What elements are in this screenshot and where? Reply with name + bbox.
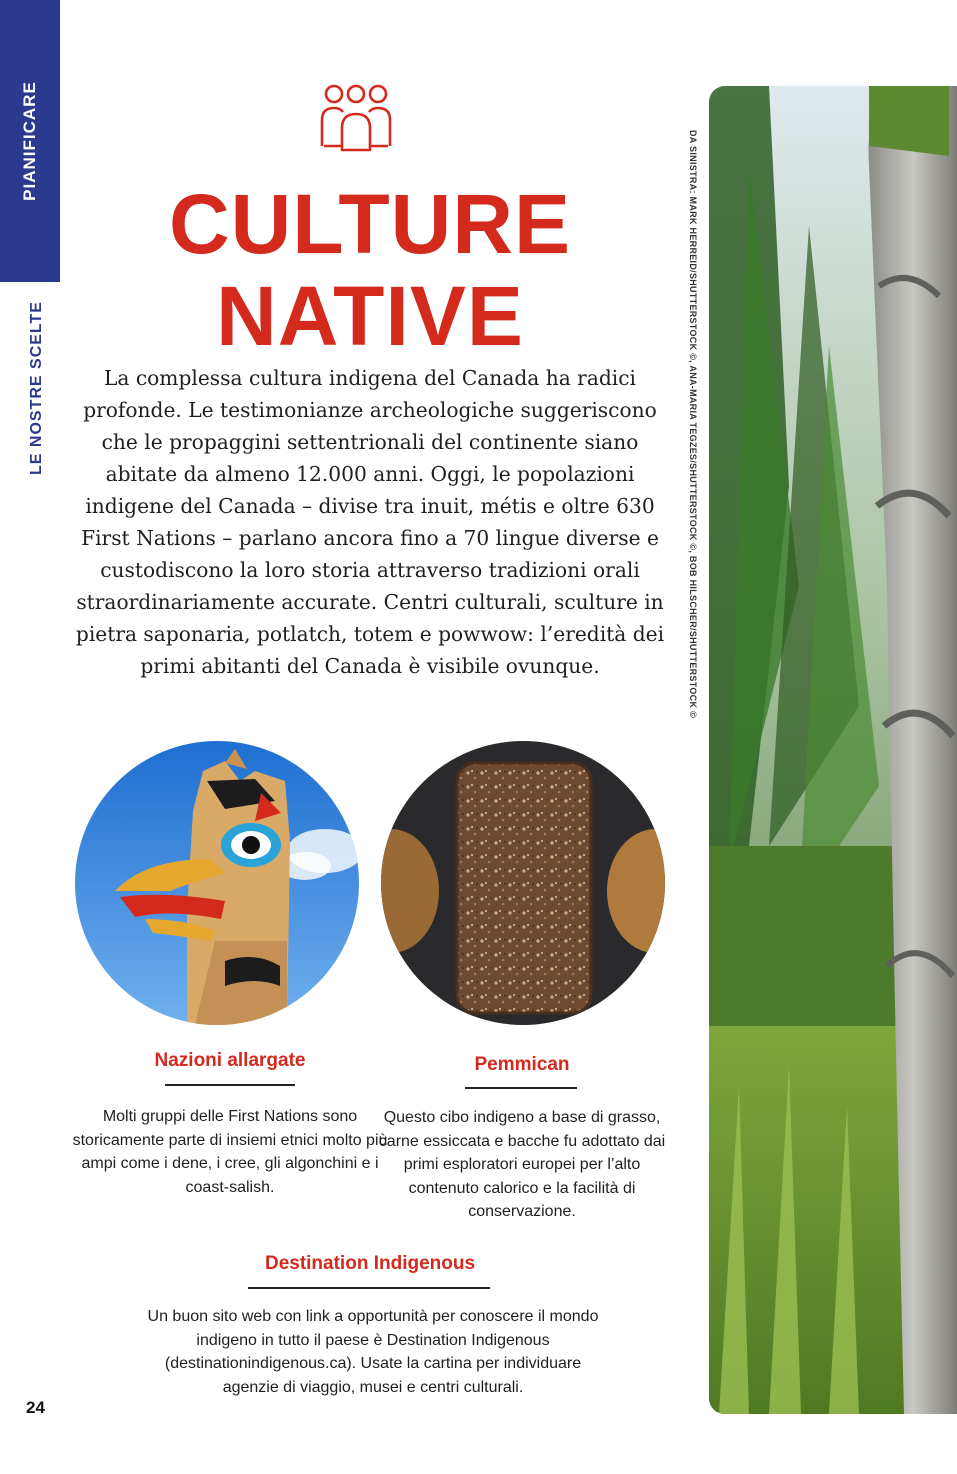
feature-body-pemmican: Questo cibo indigeno a base di grasso, carne essiccata e bacche fu adottato dai primi esploratori europei per l’alto contenuto calorico e la facilità di conservazione.: [378, 1109, 666, 1220]
feature-rule: [465, 1087, 577, 1089]
feature-body-destination: Un buon sito web con link a opportunità per conoscere il mondo indigeno in tutto il paese è Destination Indigenous (destinationindigenous.ca). Usate la cartina per individuare agenzie di viaggio, musei e centri culturali.: [147, 1308, 599, 1396]
intro-paragraph: La complessa cultura indigena del Canada ha radici profonde. Le testimonianze archeologiche suggeriscono che le propaggini settentrionali del continente siano abitate da almeno 12.000 anni. Oggi, le popolazioni indigene del Canada – divise tra inuit, métis e oltre 630 First Nations – parlano ancora fino a 70 lingue diverse e custodiscono la loro storia attraverso tradizioni orali straordinariamente accurate. Centri culturali, sculture in pietra saponaria, potlatch, totem e powwow: l’eredità dei primi abitanti del Canada è visibile ovunque.: [75, 366, 665, 678]
feature-title-pemmican: Pemmican: [474, 1054, 570, 1075]
page-number: 24: [26, 1398, 45, 1417]
feature-rule: [248, 1287, 490, 1289]
side-tab-label: PIANIFICARE: [20, 81, 39, 201]
people-group-icon: [318, 82, 394, 152]
photo-credit: DA SINISTRA: MARK HERREID/SHUTTERSTOCK ©, ANA-MARIA TEGZES/SHUTTERSTOCK ©, BOB HILSCHER/SHUTTERSTOCK ©: [688, 129, 698, 719]
pemmican-photo: [381, 741, 665, 1025]
feature-body-nazioni: Molti gruppi delle First Nations sono storicamente parte di insiemi etnici molto più ampi come i dene, i cree, gli algonchini e i coast-salish.: [72, 1108, 388, 1196]
feature-rule: [165, 1084, 295, 1086]
totem-photo: [75, 741, 359, 1025]
title-line-1: CULTURE: [168, 177, 572, 271]
side-tab: [0, 0, 60, 282]
feature-title-nazioni: Nazioni allargate: [154, 1050, 306, 1071]
feature-title-destination: Destination Indigenous: [264, 1253, 476, 1274]
title-line-2: NATIVE: [216, 269, 524, 363]
section-label: LE NOSTRE SCELTE: [28, 301, 45, 475]
page-title: [70, 178, 670, 362]
forest-totem-photo: [709, 86, 957, 1414]
